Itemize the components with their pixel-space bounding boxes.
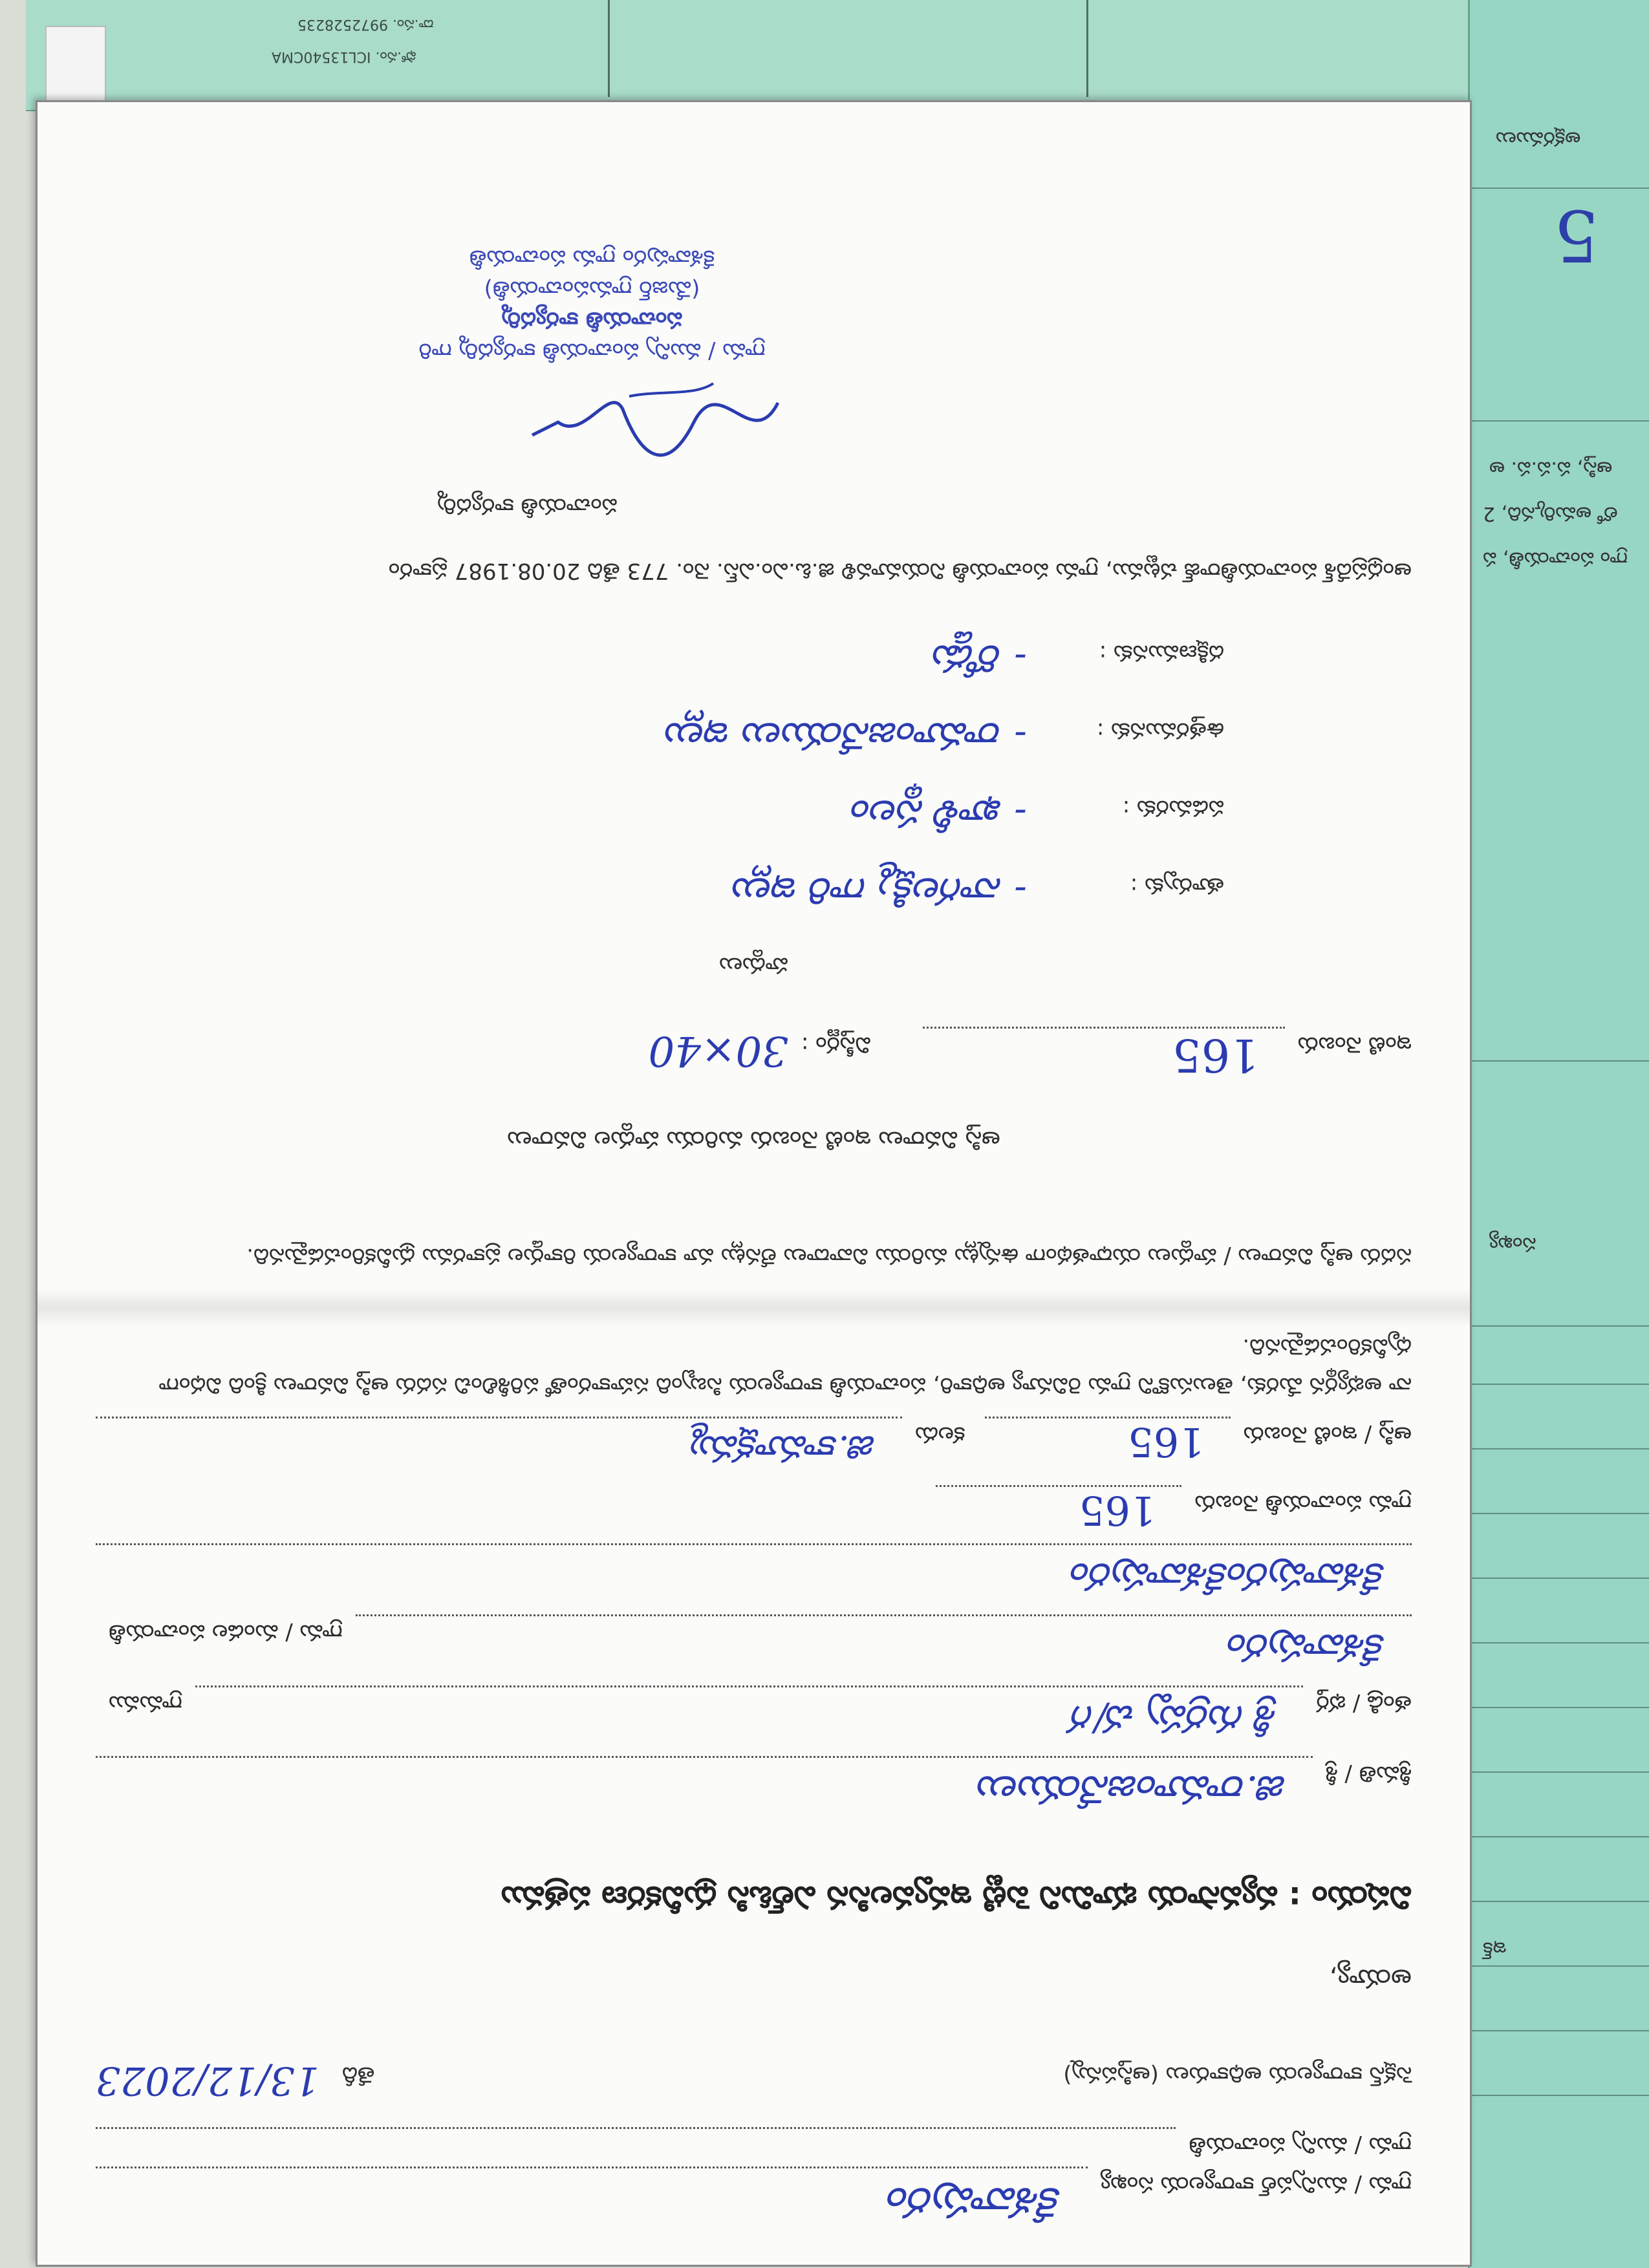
east-label: తూర్పుకు :	[1130, 873, 1224, 899]
house-no-label: ఇంటి నెంబరు	[1297, 1032, 1412, 1058]
ledger-rule	[1470, 187, 1649, 189]
village-value: కేశవాపురం	[1229, 1626, 1386, 1670]
survey-label: ఆస్తి / ఇంటి నెంబరు	[1243, 1422, 1412, 1448]
ledger-rule	[1470, 1060, 1649, 1062]
village-office-value: కేశవాపురం	[888, 2178, 1062, 2226]
ledger-rule	[1470, 1513, 1649, 1514]
ledger-rule	[1470, 1707, 1649, 1708]
ledger-rule	[1470, 1771, 1649, 1773]
signatory-title: పంచాయతీ కార్యదర్శి	[437, 493, 618, 519]
rule-reference: ఆంధ్రప్రదేశ్ పంచాయతీరాజ్ చట్టము, గ్రామ పంచాయతీ నియమావళి జి.ఓ.ఎం.ఎస్. నెం. 773 తేది 20.08.1987 ప్రకారం	[388, 558, 1412, 584]
applicant-name-row	[96, 1756, 1412, 1812]
header-office-row	[96, 2057, 1412, 2103]
ledger-rule	[1470, 420, 1649, 422]
kind-label: కలదు	[915, 1422, 965, 1448]
header-panchayat-row	[96, 2127, 1412, 2161]
name-label: శ్రీమతి / శ్రీ	[1325, 1761, 1412, 1787]
east-value: - నాగలక్ష్మి గారి ఇల్లు	[733, 870, 1027, 914]
house-label: గ్రామ పంచాయతీ నెంబరు	[1194, 1490, 1412, 1516]
back-sheet-line: దా.సం. 9972528235	[297, 16, 434, 32]
father-row	[96, 1685, 1412, 1741]
office-label: సెక్షన్ కార్యాలయ అధికారులు (ఆస్తిపన్ను)	[1063, 2062, 1412, 2088]
right-sheet-text: ఆస్తి, ప.ప.ప. అ	[1489, 457, 1613, 480]
stamp-line: గ్రామ / మున్సి పంచాయతీ కార్యదర్శి గారి	[418, 338, 766, 364]
header-village-row	[96, 2166, 1412, 2226]
village-office-label: గ్రామ / మున్సిపల్ కార్యాలయ సంఖ్య	[1100, 2172, 1412, 2198]
south-label: దక్షిణమునకు :	[1099, 640, 1224, 666]
house-no-value: 165	[1172, 1029, 1259, 1082]
name-value: జి.రామాంజనేయులు	[978, 1767, 1287, 1812]
certificate-document	[36, 100, 1472, 2267]
right-sheet-text: సంఖ్య	[1489, 1233, 1536, 1256]
village-row	[96, 1614, 1412, 1670]
father-label: తండ్రి / భర్త	[1316, 1691, 1412, 1717]
south-value: - రోడ్డు	[934, 637, 1027, 681]
north-value: - రామాంజనేయులు ఇల్లు	[666, 714, 1027, 758]
paper-fold	[38, 1289, 1470, 1327]
panchayat-label: గ్రామ / మున్సి పంచాయతీ	[1189, 2132, 1412, 2158]
back-sheet-line: ఫో.నం. ICL13540CMA	[272, 48, 416, 65]
house-number-value: 165	[1079, 1487, 1156, 1534]
house-number-row	[96, 1485, 1412, 1534]
right-sheet-text: గ్రాం పంచాయతీ, ప	[1483, 548, 1628, 570]
salutation: అయ్యా,	[1329, 1963, 1412, 1993]
mandal-row	[96, 1543, 1412, 1599]
ledger-rule	[1470, 1448, 1649, 1450]
background-sheet-top	[26, 0, 1578, 111]
ledger-rule	[1470, 1325, 1649, 1327]
stamp-line: పంచాయతీ కార్యదర్శి	[501, 307, 683, 333]
boundary-east-row	[96, 860, 1224, 914]
ledger-rule	[1470, 1901, 1649, 1902]
ledger-rule	[1470, 1836, 1649, 1837]
west-label: పడమరకు :	[1122, 795, 1224, 821]
ledger-rule	[1470, 1642, 1649, 1643]
village-label: గ్రామము	[109, 1691, 182, 1717]
survey-row	[96, 1417, 1412, 1470]
boundaries-title: హద్దులు	[719, 952, 788, 978]
property-summary-row	[96, 1027, 1412, 1082]
measure-value: 30×40	[648, 1027, 789, 1075]
ledger-rule	[1470, 1384, 1649, 1385]
official-stamp	[232, 240, 953, 364]
kind-value: జి.కామాక్షమ్మ	[692, 1428, 877, 1470]
boundary-north-row	[96, 705, 1224, 758]
table-divider	[1086, 0, 1088, 97]
right-sheet-text: లో అమర్కినది, 2	[1483, 502, 1618, 525]
subject-line: విషయం : వ్యవసాయ భూమిని పెట్టి ఇవ్వవలసిన ఎల్ఓసి ధ్రువీకరణ పత్రము	[501, 1879, 1412, 1916]
boundary-paragraph: సదరు ఆస్తి వివరాలు / హద్దులు యధాతథంగా ఉన్నట్లు మరియు వివాదాలు లేనట్లు మా కార్యాలయ రికార్డుల ప్రకారము ధ్రువీకరించడమైనది.	[246, 1243, 1412, 1269]
table-divider	[608, 0, 610, 97]
background-sheet-right	[1468, 0, 1649, 2268]
west-value: - ఖాళీ స్థలం	[852, 792, 1027, 836]
father-value: శ్రీ గుర్రప్ప చ/గ	[1072, 1697, 1278, 1741]
boundary-south-row	[96, 627, 1224, 681]
ledger-rule	[1470, 1578, 1649, 1579]
paper-tab	[45, 26, 106, 106]
mandal-value: కేశవాపురంకేశవాపురం	[1072, 1555, 1386, 1599]
ledger-rule	[1470, 2095, 1649, 2096]
ledger-rule	[1470, 2030, 1649, 2031]
right-sheet-text: అక్షరములు	[1496, 127, 1581, 150]
measure-label: విస్తీర్ణం :	[801, 1032, 871, 1058]
date-value: 13/12/2023	[96, 2058, 319, 2103]
mandal-label: గ్రామ / మండల పంచాయతీ	[109, 1620, 343, 1645]
verification-paragraph: నా అభ్యర్థన మేరకు, తెలుసుకొని గ్రామ రెవిన్యూ అధికారి, పంచాయతీ కార్యాలయ సిబ్బంది సహకారంతో పరిశీలించి సదరు ఆస్తి వివరాలు క్రింది విధంగా ధృవీకరించడమైనది.	[158, 1334, 1412, 1398]
north-label: ఉత్తరమునకు :	[1096, 718, 1224, 744]
survey-number-value: 165	[1128, 1418, 1205, 1466]
table-caption: ఆస్తి వివరాలు ఇంటి నెంబరు మరియు హద్దుల వివరాలు	[507, 1126, 1000, 1153]
handwritten-mark: 5	[1554, 194, 1599, 277]
boundary-west-row	[96, 782, 1224, 836]
right-sheet-text: ఇక్	[1483, 1938, 1507, 1960]
stamp-line: కేశవాపురం గ్రామ పంచాయతీ	[469, 245, 715, 271]
signature	[519, 364, 791, 480]
ledger-rule	[1470, 1965, 1649, 1967]
date-label: తేదీ	[341, 2062, 375, 2088]
stamp-line: (మేజర్ గ్రామపంచాయతీ)	[484, 276, 700, 302]
